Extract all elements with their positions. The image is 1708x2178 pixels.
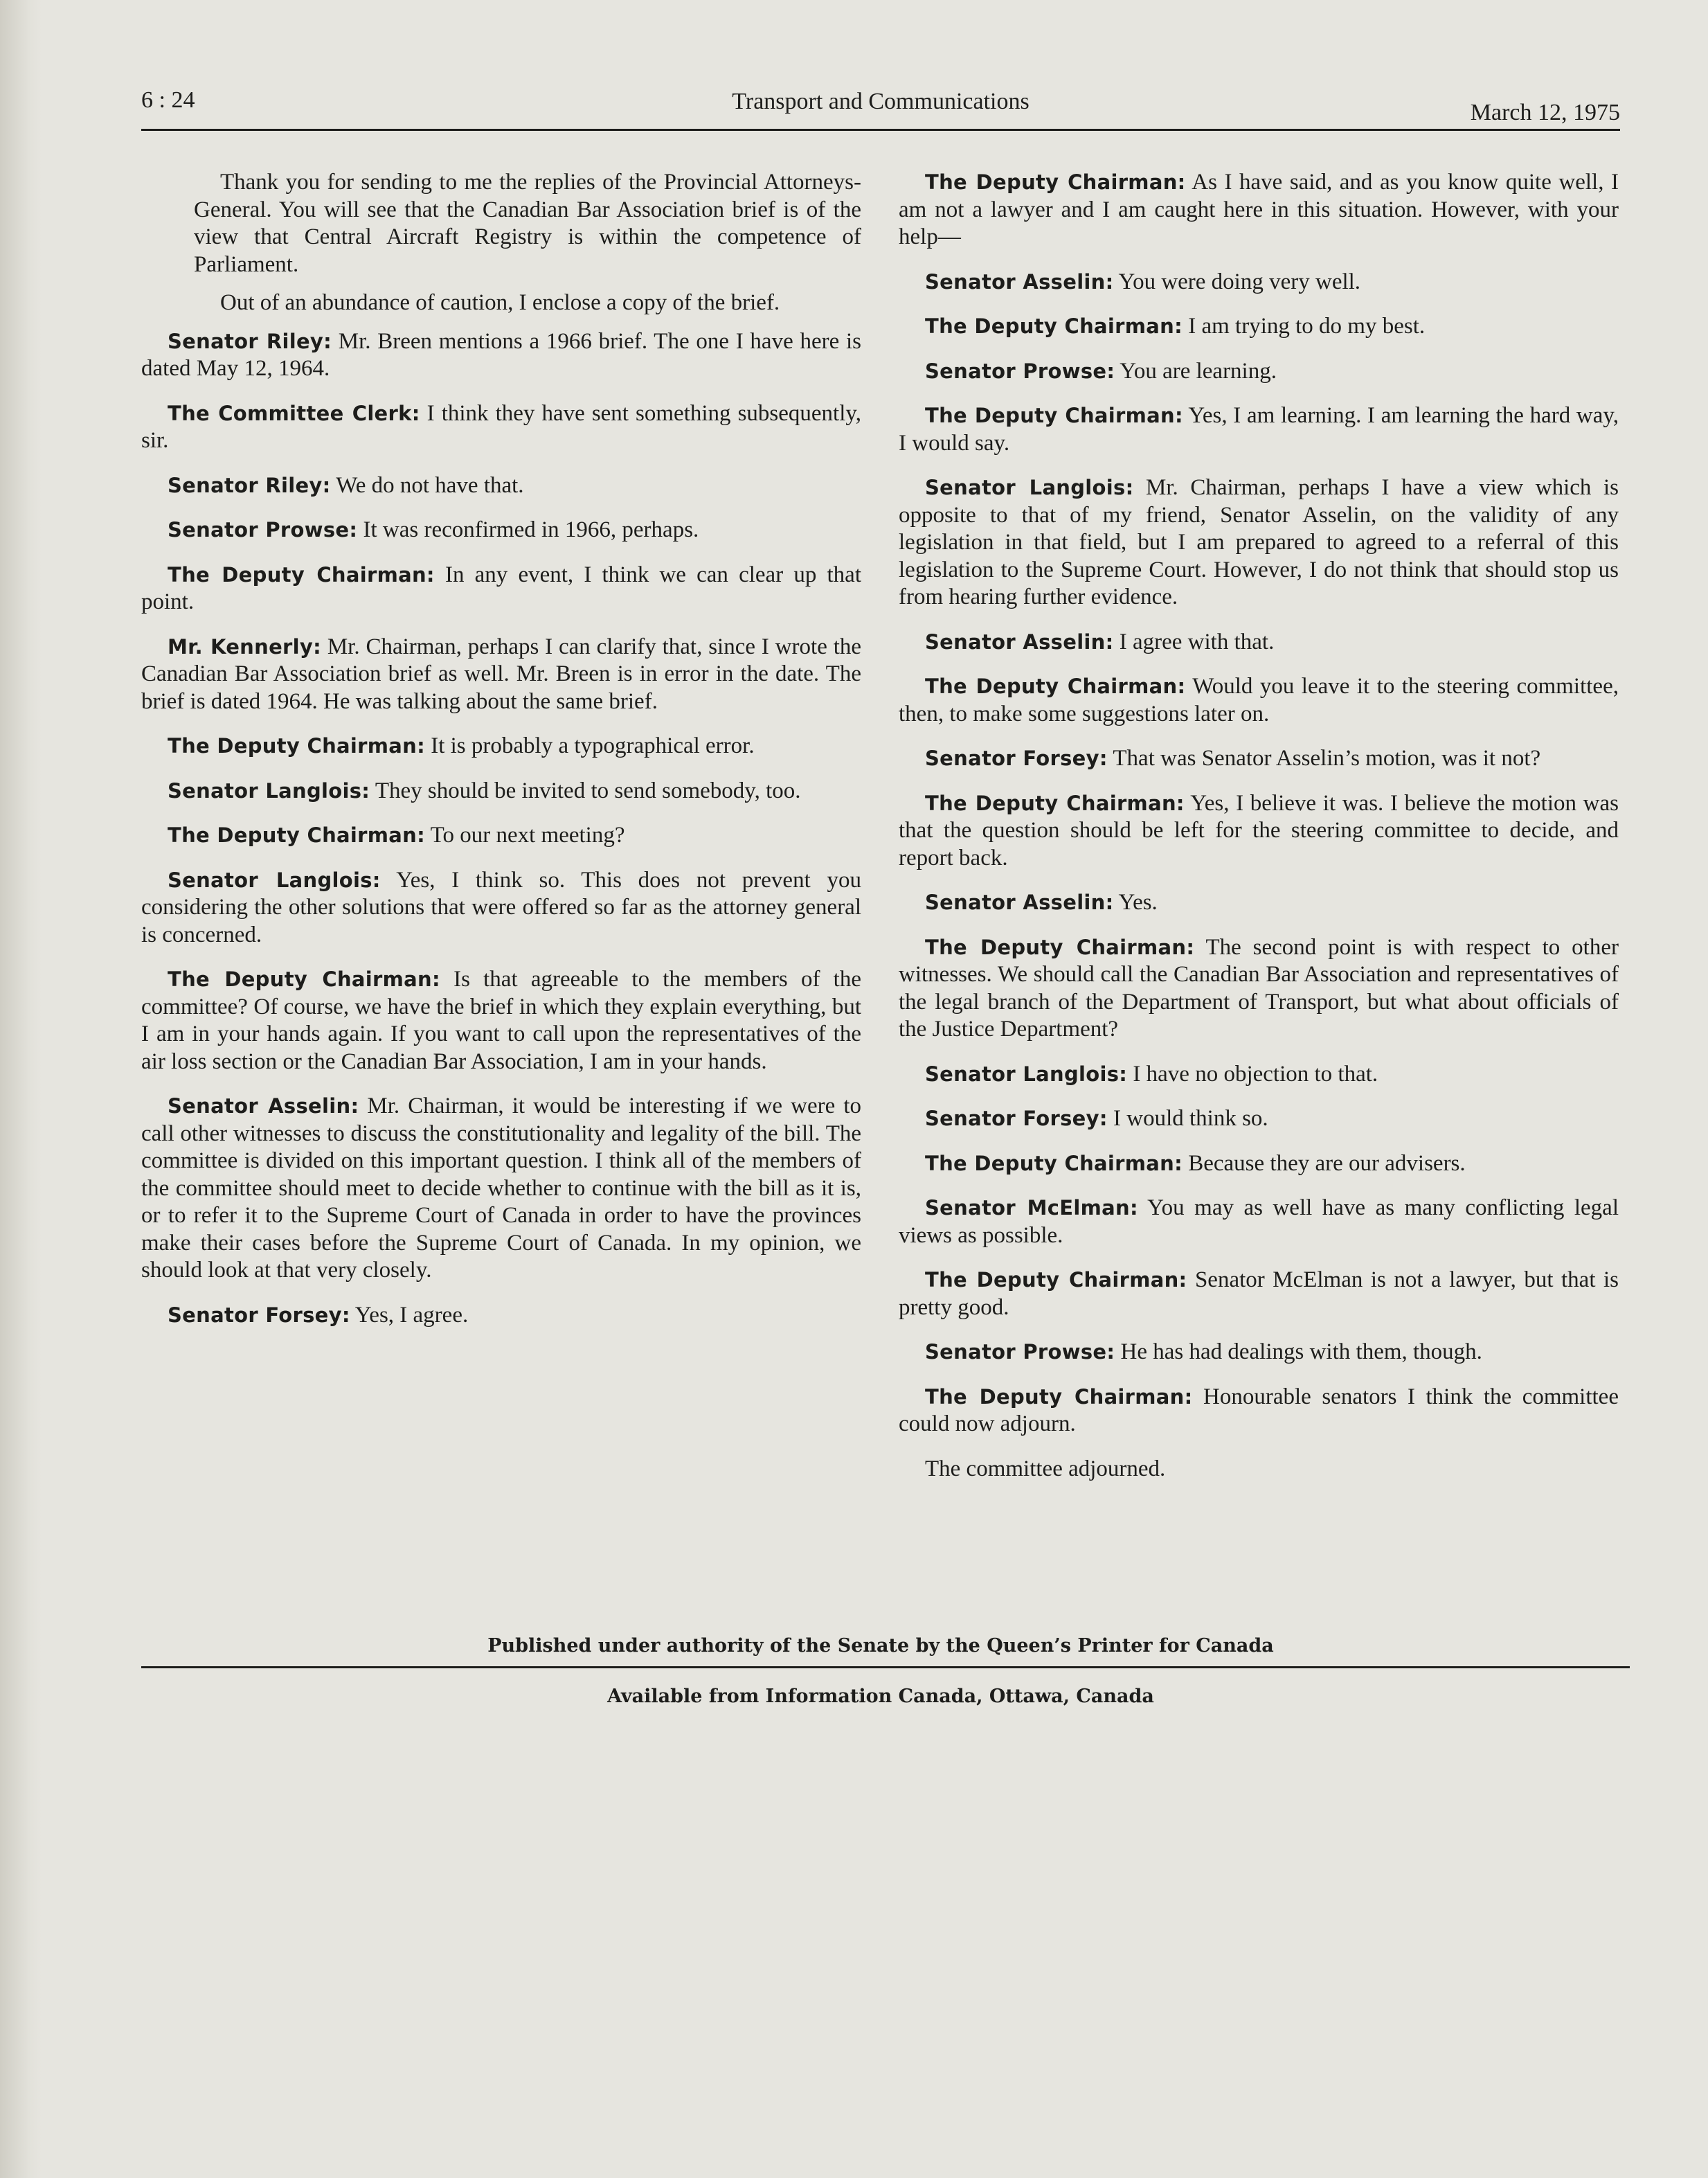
paragraph: Senator Riley: We do not have that. xyxy=(168,472,524,498)
paragraph: Senator Prowse: It was reconfirmed in 1966, perhaps. xyxy=(168,517,699,542)
page-header xyxy=(141,87,1620,129)
header-divider xyxy=(141,129,1620,131)
speaker-name: The Deputy Chairman: xyxy=(925,1268,1187,1292)
speaker-name: The Deputy Chairman: xyxy=(168,823,425,847)
left-column xyxy=(141,169,861,1346)
speaker-name: The Deputy Chairman: xyxy=(168,734,425,758)
paragraph: Senator Prowse: He has had dealings with them, though. xyxy=(925,1339,1482,1364)
page-number: 6 : 24 xyxy=(141,87,195,113)
speaker-name: Senator Prowse: xyxy=(925,1340,1115,1364)
paragraph: Senator Asselin: Mr. Chairman, it would be interesting if we were to call other witnesses to discuss the constitutionality and legality of the bill. The committee is divided on this important question. I think all of the members of the committee should meet to decide whether to continue with the bill as it is, or to refer it to the Supreme Court of Canada in order to have the provinces make their cases before the Supreme Court of Canada. In my opinion, we should look at that very closely. xyxy=(141,1094,861,1283)
right-column xyxy=(899,169,1619,1500)
paragraph: The Deputy Chairman: Yes, I am learning. I am learning the hard way, I would say. xyxy=(899,403,1619,456)
paragraph: The Deputy Chairman: Senator McElman is not a lawyer, but that is pretty good. xyxy=(899,1267,1619,1320)
speaker-name: Senator Forsey: xyxy=(925,747,1108,770)
paragraph: Senator Langlois: Yes, I think so. This does not prevent you considering the other solutions that were offered so far as the attorney general is concerned. xyxy=(141,867,861,947)
availability-notice: Available from Information Canada, Ottawa, Canada xyxy=(607,1686,1154,1707)
paragraph: The Deputy Chairman: In any event, I think we can clear up that point. xyxy=(141,562,861,614)
speaker-name: Senator Langlois: xyxy=(925,1062,1128,1086)
page-edge xyxy=(0,0,42,2178)
paragraph: The Deputy Chairman: The second point is with respect to other witnesses. We should call the Canadian Bar Association and representatives of the legal branch of the Department of Transport, but what about officials of the Justice Department? xyxy=(899,934,1619,1042)
speaker-name: The Committee Clerk: xyxy=(168,401,420,425)
paragraph: Senator Langlois: They should be invited to send somebody, too. xyxy=(168,778,801,803)
paragraph: Senator Asselin: You were doing very well. xyxy=(925,269,1361,294)
publication-notice: Published under authority of the Senate by the Queen’s Printer for Canada xyxy=(487,1635,1274,1657)
speaker-name: The Deputy Chairman: xyxy=(925,170,1186,194)
paragraph: Senator Asselin: Yes. xyxy=(925,890,1158,915)
page-date: March 12, 1975 xyxy=(1470,100,1620,125)
speaker-name: The Deputy Chairman: xyxy=(925,1151,1183,1175)
paragraph: The committee adjourned. xyxy=(925,1456,1166,1481)
speaker-name: Senator Prowse: xyxy=(168,518,358,542)
speaker-name: Senator Asselin: xyxy=(925,630,1114,654)
speaker-name: Senator Langlois: xyxy=(168,868,381,892)
speaker-name: The Deputy Chairman: xyxy=(925,1384,1193,1409)
speaker-name: Senator Prowse: xyxy=(925,359,1115,383)
paragraph: Senator Riley: Mr. Breen mentions a 1966 brief. The one I have here is dated May 12, 1964. xyxy=(141,328,861,381)
speaker-name: The Deputy Chairman: xyxy=(925,404,1183,427)
paragraph: Senator Forsey: I would think so. xyxy=(925,1106,1268,1131)
paragraph: Senator Forsey: That was Senator Asselin’s motion, was it not? xyxy=(925,746,1541,771)
speaker-name: The Deputy Chairman: xyxy=(168,562,435,587)
paragraph: Senator Langlois: I have no objection to that. xyxy=(925,1061,1378,1087)
speaker-name: The Deputy Chairman: xyxy=(168,967,440,991)
paragraph: The Deputy Chairman: To our next meeting? xyxy=(168,823,625,848)
paragraph: Mr. Kennerly: Mr. Chairman, perhaps I can clarify that, since I wrote the Canadian Bar Association brief as well. Mr. Breen is in error in the date. The brief is dated 1964. He was talking about the same brief. xyxy=(141,634,862,714)
paragraph: Senator Prowse: You are learning. xyxy=(925,358,1277,384)
paragraph: The Deputy Chairman: It is probably a typographical error. xyxy=(168,733,755,758)
paragraph: The Deputy Chairman: I am trying to do my best. xyxy=(925,314,1426,339)
paragraph: The Deputy Chairman: Is that agreeable to the members of the committee? Of course, we have the brief in which they explain everything, but I am in your hands again. If you want to call upon the representatives of the air loss section or the Canadian Bar Association, I am in your hands. xyxy=(141,967,861,1074)
paragraph: The Deputy Chairman: Honourable senators I think the committee could now adjourn. xyxy=(899,1384,1619,1436)
paragraph: Senator Forsey: Yes, I agree. xyxy=(168,1302,469,1328)
speaker-name: Senator Forsey: xyxy=(925,1107,1108,1130)
paragraph: The Committee Clerk: I think they have sent something subsequently, sir. xyxy=(141,400,861,453)
speaker-name: The Deputy Chairman: xyxy=(925,791,1185,815)
speaker-name: The Deputy Chairman: xyxy=(925,314,1183,338)
paragraph: Senator Asselin: I agree with that. xyxy=(925,629,1275,654)
paragraph: Senator Langlois: Mr. Chairman, perhaps I have a view which is opposite to that of my friend, Senator Asselin, on the validity of any legislation in that field, but I am prepared to agreed to a referral of this legislation to the Supreme Court. However, I do not think that should stop us from hearing further evidence. xyxy=(899,475,1619,609)
speaker-name: Senator Langlois: xyxy=(168,778,370,803)
speaker-name: Senator Asselin: xyxy=(925,891,1114,914)
speaker-name: The Deputy Chairman: xyxy=(925,675,1186,698)
footer-divider xyxy=(141,1666,1630,1668)
paragraph: The Deputy Chairman: Would you leave it to the steering committee, then, to make some suggestions later on. xyxy=(899,674,1619,726)
paragraph: The Deputy Chairman: Because they are our advisers. xyxy=(925,1150,1466,1176)
speaker-name: Senator Forsey: xyxy=(168,1303,350,1327)
paragraph: Thank you for sending to me the replies of the Provincial Attorneys-General. You will see that the Canadian Bar Association brief is of the view that Central Aircraft Registry is within the competence of Parliament. xyxy=(194,170,861,277)
paragraph: Senator McElman: You may as well have as many conflicting legal views as possible. xyxy=(899,1195,1619,1248)
speaker-name: Senator Asselin: xyxy=(168,1094,359,1118)
speaker-name: Senator Riley: xyxy=(168,329,332,353)
paragraph: Out of an abundance of caution, I enclose a copy of the brief. xyxy=(220,290,780,315)
speaker-name: The Deputy Chairman: xyxy=(925,935,1195,959)
paragraph: The Deputy Chairman: Yes, I believe it was. I believe the motion was that the question should be left for the steering committee to decide, and report back. xyxy=(899,790,1619,871)
speaker-name: Mr. Kennerly: xyxy=(168,634,321,659)
speaker-name: Senator Langlois: xyxy=(925,476,1134,499)
speaker-name: Senator McElman: xyxy=(925,1196,1138,1220)
speaker-name: Senator Asselin: xyxy=(925,269,1114,294)
page-title: Transport and Communications xyxy=(732,89,1030,114)
speaker-name: Senator Riley: xyxy=(168,473,331,497)
paragraph: The Deputy Chairman: As I have said, and as you know quite well, I am not a lawyer and I am caught here in this situation. However, with your help— xyxy=(899,170,1619,249)
